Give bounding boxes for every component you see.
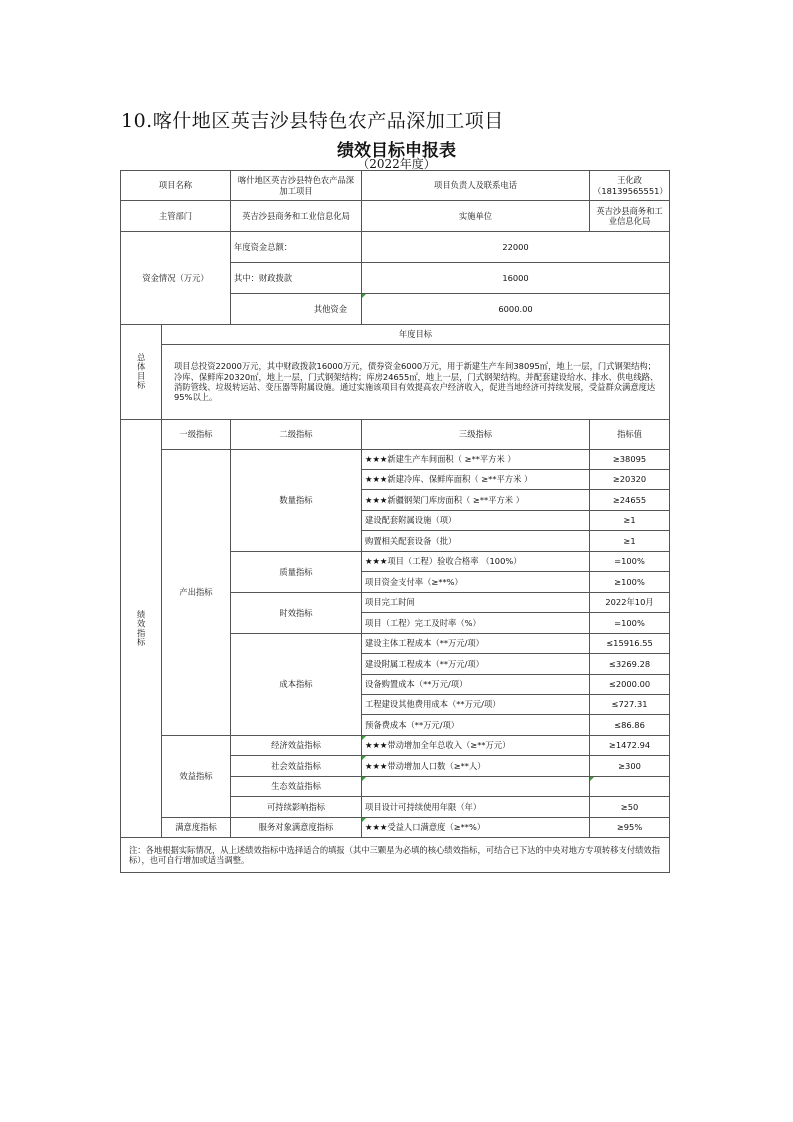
indicator-value: ≥100% [590, 572, 670, 593]
header-level2: 二级指标 [231, 420, 362, 450]
indicator-name: ★★★新建生产车间面积（ ≥**平方米 ） [362, 450, 590, 470]
table-row [121, 450, 670, 470]
row-goal-text [121, 345, 670, 420]
indicators-label: 绩效指标 [121, 420, 162, 838]
satisfaction-sub-label: 服务对象满意度指标 [231, 818, 362, 838]
unit-value: 英吉沙县商务和工业信息化局 [590, 201, 670, 232]
form-title: 绩效目标申报表 [337, 141, 456, 161]
indicator-value: ≤2000.00 [590, 675, 670, 695]
indicator-name: ★★★新建冷库、保鲜库面积（ ≥**平方米 ） [362, 470, 590, 490]
indicator-name: 建设主体工程成本（**万元/项） [362, 634, 590, 654]
indicator-name: 预备费成本（**万元/项） [362, 715, 590, 736]
indicator-value: ≥20320 [590, 470, 670, 490]
table-row [121, 818, 670, 838]
row-funding-total [121, 232, 670, 263]
funding-fiscal-label: 其中：财政拨款 [231, 263, 362, 294]
social-indicator-label: 社会效益指标 [231, 756, 362, 777]
performance-goal-table [120, 170, 670, 873]
quantity-indicator-label: 数量指标 [231, 450, 362, 552]
funding-total-value: 22000 [362, 232, 670, 263]
funding-fiscal-value: 16000 [362, 263, 670, 294]
indicator-value: ≥24655 [590, 490, 670, 511]
header-level3: 三级指标 [362, 420, 590, 450]
indicator-value: ≥95% [590, 818, 670, 838]
indicator-value: ≥50 [590, 797, 670, 818]
contact-label: 项目负责人及联系电话 [362, 171, 590, 201]
indicator-value: ≤15916.55 [590, 634, 670, 654]
output-indicator-label: 产出指标 [162, 450, 231, 736]
indicator-name: ★★★新疆钢架门库房面积（ ≥**平方米 ） [362, 490, 590, 511]
annual-goal-header: 年度目标 [162, 325, 670, 345]
table-note: 注：各地根据实际情况，从上述绩效指标中选择适合的填报（其中三颗星为必填的核心绩效指标，可结合已下达的中央对地方专项转移支付绩效指标），也可自行增加或适当调整。 [121, 838, 670, 873]
cost-indicator-label: 成本指标 [231, 634, 362, 736]
indicator-value: ≥1 [590, 511, 670, 531]
indicator-name: ★★★受益人口满意度（≥**%） [362, 818, 590, 838]
funding-other-label: 其他资金 [231, 294, 362, 325]
row-indicator-headers [121, 420, 670, 450]
dept-value: 英吉沙县商务和工业信息化局 [231, 201, 362, 232]
eco-indicator-label: 生态效益指标 [231, 777, 362, 797]
indicator-name: ★★★带动增加人口数（≥**人） [362, 756, 590, 777]
quality-indicator-label: 质量指标 [231, 552, 362, 593]
funding-other-value: 6000.00 [362, 294, 670, 325]
indicator-name: 设备购置成本（**万元/项） [362, 675, 590, 695]
indicator-value: ≤727.31 [590, 695, 670, 715]
economic-indicator-label: 经济效益指标 [231, 736, 362, 756]
indicator-value: =100% [590, 613, 670, 634]
indicator-name: 项目（工程）完工及时率（%） [362, 613, 590, 634]
funding-label: 资金情况（万元） [121, 232, 231, 325]
overall-goal-label: 总体目标 [121, 325, 162, 420]
indicator-value: ≥1 [590, 531, 670, 552]
indicator-value: ≥1472.94 [590, 736, 670, 756]
indicator-value: ≤3269.28 [590, 654, 670, 675]
contact-value: 王化政（18139565551） [590, 171, 670, 201]
header-level1: 一级指标 [162, 420, 231, 450]
indicator-value: ≥300 [590, 756, 670, 777]
header-value: 指标值 [590, 420, 670, 450]
indicator-name: 项目资金支付率（≥**%） [362, 572, 590, 593]
indicator-name: 购置相关配套设备（批） [362, 531, 590, 552]
table-row [121, 736, 670, 756]
row-department [121, 201, 670, 232]
benefit-indicator-label: 效益指标 [162, 736, 231, 818]
indicator-name: ★★★项目（工程）验收合格率 （100%） [362, 552, 590, 572]
unit-label: 实施单位 [362, 201, 590, 232]
document-heading: 10.喀什地区英吉沙县特色农产品深加工项目 [121, 110, 504, 132]
dept-label: 主管部门 [121, 201, 231, 232]
indicator-value: =100% [590, 552, 670, 572]
row-project-name [121, 171, 670, 201]
funding-total-label: 年度资金总额： [231, 232, 362, 263]
indicator-name: 工程建设其他费用成本（**万元/项） [362, 695, 590, 715]
indicator-value: ≥38095 [590, 450, 670, 470]
sustain-indicator-label: 可持续影响指标 [231, 797, 362, 818]
indicator-value: ≤86.86 [590, 715, 670, 736]
project-name-value: 喀什地区英吉沙县特色农产品深加工项目 [231, 171, 362, 201]
indicator-value: 2022年10月 [590, 593, 670, 613]
row-goal-header [121, 325, 670, 345]
annual-goal-text: 项目总投资22000万元，其中财政拨款16000万元，债券资金6000万元，用于新建生产车间38095㎡，地上一层，门式钢架结构；冷库、保鲜库20320㎡，地上一层，门式钢架结构；库房24655㎡，地上一层，门式钢架结构。并配套建设给水、排水、供电线路、消防管线、垃圾转运站、变压器等附属设施。通过实施该项目有效提高农户经济收入，促进当地经济可持续发展，受益群众满意度达95%以上。 [162, 345, 670, 420]
row-note [121, 838, 670, 873]
indicator-name: 项目完工时间 [362, 593, 590, 613]
form-subtitle: （2022年度） [357, 157, 436, 171]
time-indicator-label: 时效指标 [231, 593, 362, 634]
indicator-name: 项目设计可持续使用年限（年） [362, 797, 590, 818]
indicator-name: 建设配套附属设施（项） [362, 511, 590, 531]
indicator-name: 建设附属工程成本（**万元/项） [362, 654, 590, 675]
indicator-name: ★★★带动增加全年总收入（≥**万元） [362, 736, 590, 756]
project-name-label: 项目名称 [121, 171, 231, 201]
indicator-value-empty [590, 777, 670, 797]
indicator-name-empty [362, 777, 590, 797]
satisfaction-indicator-label: 满意度指标 [162, 818, 231, 838]
